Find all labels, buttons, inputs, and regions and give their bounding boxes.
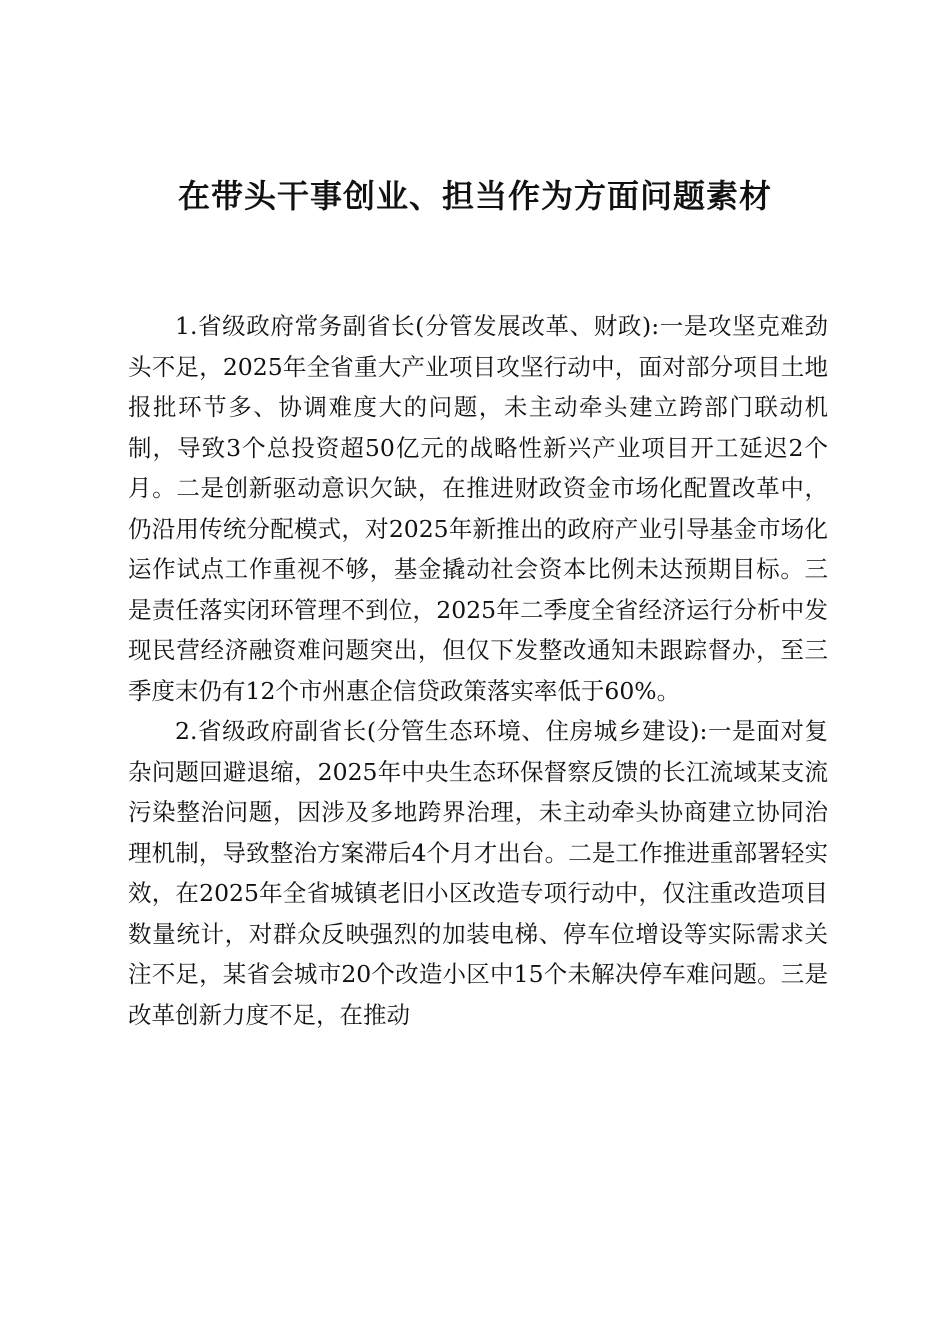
document-title: 在带头干事创业、担当作为方面问题素材	[177, 177, 772, 215]
paragraph: 1.省级政府常务副省长(分管发展改革、财政):一是攻坚克难劲头不足，2025年全省重大产业项目攻坚行动中，面对部分项目土地报批环节多、协调难度大的问题，未主动牵头建立跨部门联动机制，导致3个总投资超50亿元的战略性新兴产业项目开工延迟2个月。二是创新驱动意识欠缺，在推进财政资金市场化配置改革中，仍沿用传统分配模式，对2025年新推出的政府产业引导基金市场化运作试点工作重视不够，基金撬动社会资本比例未达预期目标。三是责任落实闭环管理不到位，2025年二季度全省经济运行分析中发现民营经济融资难问题突出，但仅下发整改通知未跟踪督办，至三季度末仍有12个市州惠企信贷政策落实率低于60%。	[128, 312, 828, 705]
document-body	[128, 306, 828, 1035]
paragraph: 2.省级政府副省长(分管生态环境、住房城乡建设):一是面对复杂问题回避退缩，2025年中央生态环保督察反馈的长江流域某支流污染整治问题，因涉及多地跨界治理，未主动牵头协商建立协同治理机制，导致整治方案滞后4个月才出台。二是工作推进重部署轻实效，在2025年全省城镇老旧小区改造专项行动中，仅注重改造项目数量统计，对群众反映强烈的加装电梯、停车位增设等实际需求关注不足，某省会城市20个改造小区中15个未解决停车难问题。三是改革创新力度不足，在推动	[128, 717, 828, 1029]
